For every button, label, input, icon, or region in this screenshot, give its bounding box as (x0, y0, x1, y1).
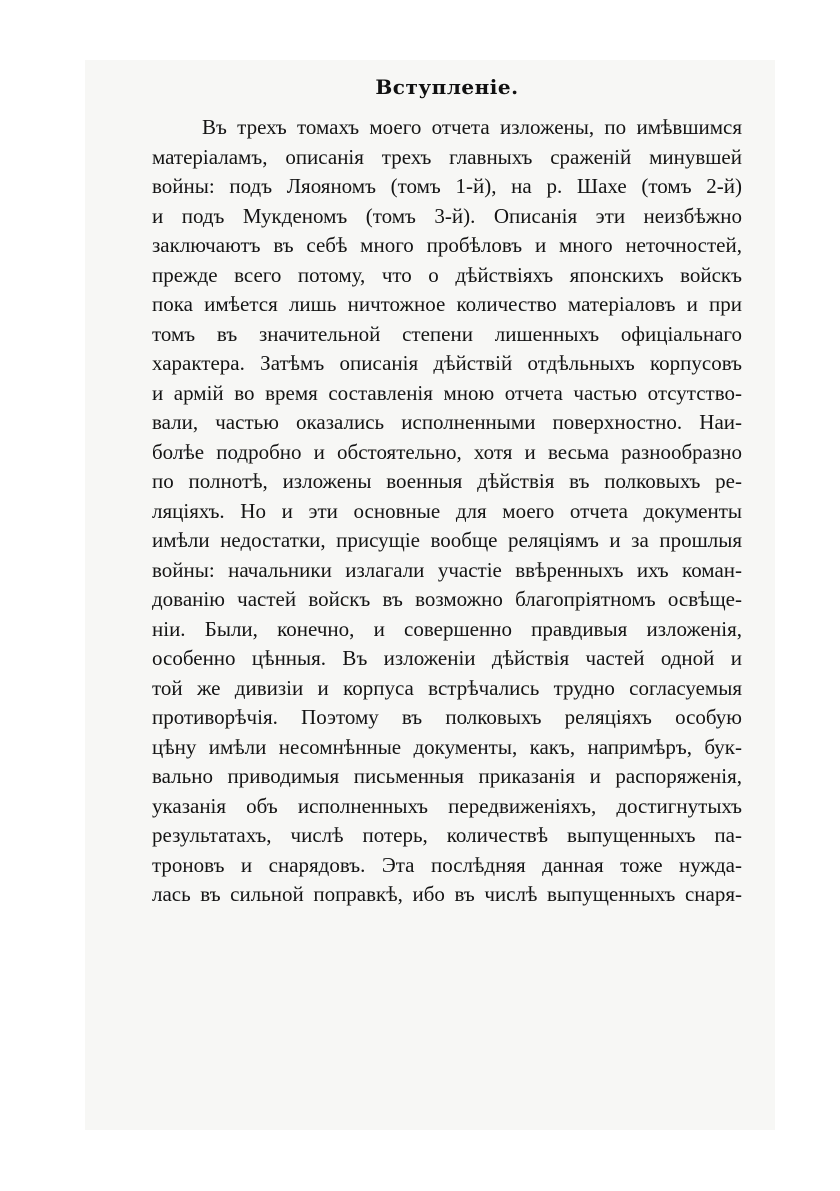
text-line: вали, частью оказались исполненными поверхностно. Наи- (152, 410, 742, 434)
text-line: пока имѣется лишь ничтожное количество матеріаловъ и при (152, 292, 742, 316)
text-line: троновъ и снарядовъ. Эта послѣдняя данная тоже нужда- (152, 852, 742, 877)
text-line: Въ трехъ томахъ моего отчета изложены, по имѣвшимся (202, 115, 742, 139)
page-heading: Вступленіе. (375, 75, 519, 99)
text-line: цѣну имѣли несомнѣнные документы, какъ, напримѣръ, бук- (152, 734, 742, 759)
text-line: лась въ сильной поправкѣ, ибо въ числѣ выпущенныхъ снаря- (152, 882, 742, 906)
text-line: томъ въ значительной степени лишенныхъ офиціальнаго (152, 321, 742, 346)
text-line: по полнотѣ, изложены военныя дѣйствія въ полковыхъ ре- (152, 469, 742, 493)
text-line: болѣе подробно и обстоятельно, хотя и весьма разнообразно (152, 439, 742, 464)
text-line: ляціяхъ. Но и эти основные для моего отчета документы (152, 498, 742, 523)
text-line: результатахъ, числѣ потерь, количествѣ выпущенныхъ па- (152, 823, 742, 847)
text-line: заключаютъ въ себѣ много пробѣловъ и много неточностей, (152, 233, 742, 257)
body-text (152, 113, 742, 910)
text-line: вально приводимыя письменныя приказанія и распоряженія, (152, 764, 742, 788)
text-line: противорѣчія. Поэтому въ полковыхъ реляціяхъ особую (152, 705, 742, 729)
text-line: особенно цѣнныя. Въ изложеніи дѣйствія частей одной и (152, 646, 742, 670)
text-line: характера. Затѣмъ описанія дѣйствій отдѣльныхъ корпусовъ (152, 351, 742, 375)
text-line: войны: начальники излагали участіе ввѣренныхъ ихъ коман- (152, 557, 742, 582)
text-line: имѣли недостатки, присущіе вообще реляціямъ и за прошлыя (152, 528, 742, 552)
text-line: дованію частей войскъ въ возможно благопріятномъ освѣще- (152, 587, 742, 611)
text-line: и подъ Мукденомъ (томъ 3-й). Описанія эти неизбѣжно (152, 203, 742, 228)
text-line: войны: подъ Ляояномъ (томъ 1-й), на р. Шахе (томъ 2-й) (152, 174, 742, 198)
text-line: и армій во время составленія мною отчета частью отсутство- (152, 380, 742, 405)
text-line: прежде всего потому, что о дѣйствіяхъ японскихъ войскъ (152, 262, 742, 287)
text-line: матеріаламъ, описанія трехъ главныхъ сраженій минувшей (152, 144, 742, 169)
text-line: указанія объ исполненныхъ передвиженіяхъ, достигнутыхъ (152, 793, 742, 818)
text-line: ніи. Были, конечно, и совершенно правдивыя изложенія, (152, 616, 742, 641)
text-line: той же дивизіи и корпуса встрѣчались трудно согласуемыя (152, 675, 742, 700)
